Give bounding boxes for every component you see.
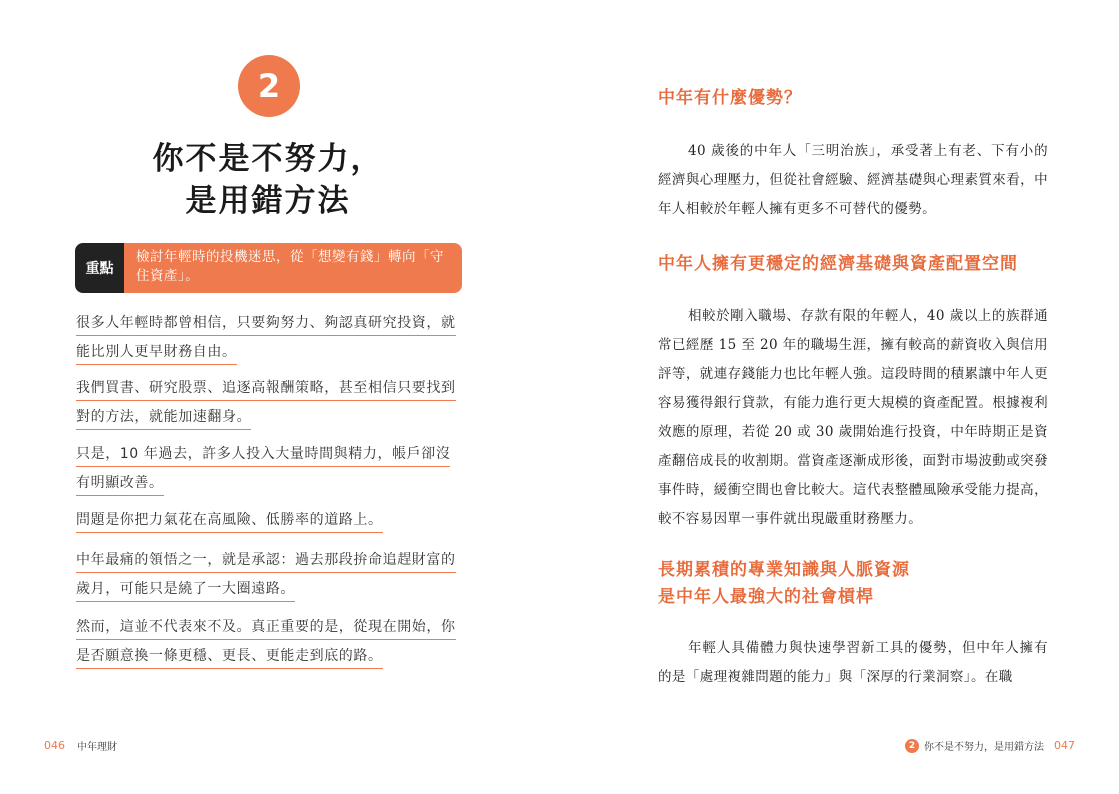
page-footer-left	[44, 738, 117, 753]
section-heading: 中年有什麼優勢？	[658, 88, 802, 108]
keypoint-text: 檢討年輕時的投機迷思，從「想變有錢」轉向「守住資產」。	[124, 243, 462, 293]
para-line: 歲月，可能只是繞了一大圈遠路。	[76, 581, 295, 602]
section-heading-line2: 是中年人最強大的社會槓桿	[658, 587, 874, 607]
section-heading-line1: 長期累積的專業知識與人脈資源	[658, 560, 910, 580]
chapter-number-mini-badge: 2	[905, 739, 919, 753]
para-line: 能比別人更早財務自由。	[76, 344, 237, 365]
chapter-running-head: 你不是不努力，是用錯方法	[924, 742, 1044, 753]
body-paragraph: 40 歲後的中年人「三明治族」，承受著上有老、下有小的經濟與心理壓力，但從社會經驗、經濟基礎與心理素質來看，中年人相較於年輕人擁有更多不可替代的優勢。	[658, 143, 1048, 217]
chapter-title-line2: 是用錯方法	[185, 183, 351, 219]
para-line: 問題是你把力氣花在高風險、低勝率的道路上。	[76, 512, 383, 533]
underlined-paragraph	[76, 374, 466, 432]
chapter-title-line1: 你不是不努力，	[152, 141, 384, 177]
para-line: 只是，10 年過去，許多人投入大量時間與精力，帳戶卻沒	[76, 446, 450, 467]
underlined-paragraph	[76, 309, 466, 367]
chapter-title	[60, 138, 476, 222]
right-page	[560, 0, 1119, 794]
para-line: 中年最痛的領悟之一，就是承認：過去那段拚命追趕財富的	[76, 552, 456, 573]
body-paragraph: 年輕人具備體力與快速學習新工具的優勢，但中年人擁有的是「處理複雜問題的能力」與「深厚的行業洞察」。在職	[658, 640, 1048, 685]
underlined-paragraph	[76, 506, 466, 535]
para-line: 有明顯改善。	[76, 475, 164, 496]
book-title-running-head: 中年理財	[77, 742, 117, 753]
section-heading: 中年人擁有更穩定的經濟基礎與資產配置空間	[658, 254, 1018, 274]
para-line: 我們買書、研究股票、追逐高報酬策略，甚至相信只要找到	[76, 380, 456, 401]
page-number: 046	[44, 739, 65, 752]
underlined-paragraph	[76, 440, 466, 498]
para-line: 然而，這並不代表來不及。真正重要的是，從現在開始，你	[76, 619, 456, 640]
para-line: 很多人年輕時都曾相信，只要夠努力、夠認真研究投資，就	[76, 315, 456, 336]
page-footer-right	[905, 738, 1075, 753]
underlined-paragraph	[76, 613, 466, 671]
page-number: 047	[1054, 739, 1075, 752]
para-line: 是否願意換一條更穩、更長、更能走到底的路。	[76, 648, 383, 669]
section-heading	[658, 557, 1068, 611]
left-page	[0, 0, 559, 794]
para-line: 對的方法，就能加速翻身。	[76, 409, 251, 430]
chapter-number-badge: 2	[238, 55, 300, 117]
keypoint-tag: 重點	[75, 243, 124, 293]
keypoint-box	[75, 243, 462, 293]
underlined-paragraph	[76, 546, 466, 604]
body-paragraph: 相較於剛入職場、存款有限的年輕人，40 歲以上的族群通常已經歷 15 至 20 年的職場生涯，擁有較高的薪資收入與信用評等，就連存錢能力也比年輕人強。這段時間的積累讓中年人更容易獲得銀行貸款，有能力進行更大規模的資產配置。根據複利效應的原理，若從 20 或 30 歲開始進行投資，中年時期正是資產翻倍成長的收割期。當資產逐漸成形後，面對市場波動或突發事件時，緩衝空間也會比較大。這代表整體風險承受能力提高，較不容易因單一事件就出現嚴重財務壓力。	[658, 308, 1048, 527]
